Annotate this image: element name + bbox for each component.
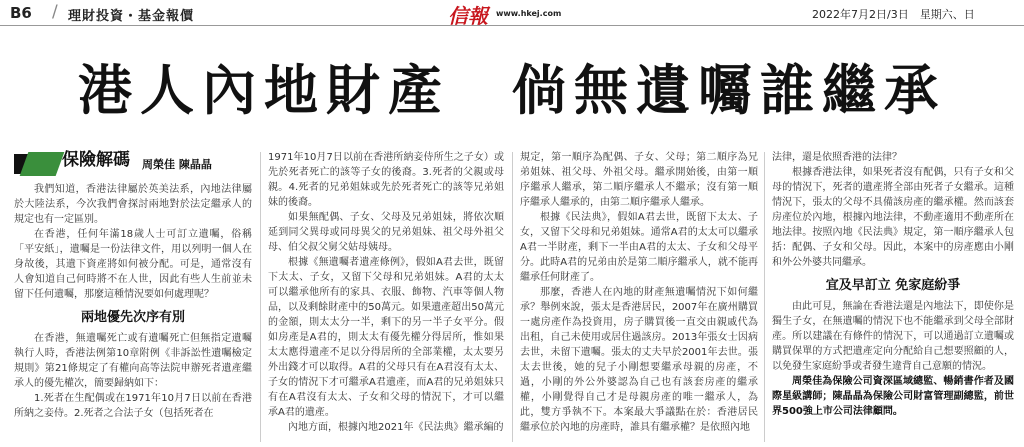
article-column-2: [268, 150, 504, 435]
subheading: 兩地優先次序有別: [80, 310, 185, 325]
paragraph: 在香港，無遺囑死亡或有遺囑死亡但無指定遺囑執行人時，香港法例第10章附例《非訴訟性遺囑檢定規則》第21條規定了有權向高等法院申辦死者遺產繼承人的優先權次，簡要歸納如下：: [14, 333, 252, 389]
header-divider: /: [52, 2, 58, 22]
paragraph: 由此可見，無論在香港法還是內地法下，即使你是獨生子女，在無遺囑的情況下也不能繼承到父母全部財產。所以建議在有條件的情況下，可以通過訂立遺囑或購買保單的方式把遺產定向分配給自己想要照顧的人，以免發生家庭紛爭或者發生違背自己意願的情況。: [772, 301, 1014, 372]
author-bio: 周榮佳為保險公司資深區域總監、暢銷書作者及國際星級講師；陳晶晶為保險公司財富管理副總監，前世界500強上市公司法律顧問。: [772, 376, 1014, 417]
column-divider: [260, 152, 261, 442]
column-divider: [764, 152, 765, 442]
section-title: 理財投資・基金報價: [68, 9, 195, 24]
article-headline: 港人內地財產 倘無遺囑誰繼承: [78, 58, 946, 122]
article-authors: 周榮佳 陳晶晶: [142, 158, 212, 171]
article-column-3: [520, 150, 758, 435]
newspaper-url[interactable]: www.hkej.com: [496, 9, 562, 18]
paragraph: 根據《無遺囑者遺產條例》，假如A君去世，既留下太太、子女，又留下父母和兄弟姐妹。A君的太太可以繼承他所有的家具、衣服、飾物、汽車等個人物品，以及剩餘財產中的50萬元。如果遺產超出50萬元的金額，則太太分一半，剩下的另一半子女平分。假如房產是A君的，則太太有優先權分得居所，惟如果太太應得遺產不足以分得居所的全部業權，太太要另外出錢才可以取得。A君的父母只有在A君沒有太太、子女的情況下才可繼承A君遺產，而A君的兄弟姐妹只有在A君沒有太太、子女和父母的情況下，才可以繼承A君的遺產。: [268, 257, 504, 418]
paragraph: 1971年10月7日以前在香港所納妾侍所生之子女）或先於死者死亡的該等子女的後裔。3.死者的父親或母親。4.死者的兄弟姐妹或先於死者死亡的該等兄弟姐妹的後裔。: [268, 152, 504, 208]
paragraph: 我們知道，香港法律屬於英美法系，內地法律屬於大陸法系，今次我們會探討兩地對於法定繼承人的規定也有一定區別。: [14, 184, 252, 225]
page-number: B6: [10, 4, 32, 22]
column-divider: [512, 152, 513, 442]
issue-date: 2022年7月2日/3日 星期六、日: [812, 8, 975, 21]
column-banner: [14, 150, 252, 178]
paragraph: 根據香港法律，如果死者沒有配偶，只有子女和父母的情況下，死者的遺產將全部由死者子女繼承。這種情況下，張太的父母不具備該房產的繼承權。然而該套房產位於內地，根據內地法律，不動產適用不動產所在地法律。按照內地《民法典》規定，第一順序繼承人包括：配偶、子女和父母。因此，本案中的房產應由小剛和外公外婆共同繼承。: [772, 167, 1014, 268]
article-column-1: [14, 150, 252, 421]
paragraph: 法律，還是依照香港的法律？: [772, 152, 902, 163]
paragraph: 1.死者在生配偶或在1971年10月7日以前在香港所納之妾侍。2.死者之合法子女（包括死者在: [14, 393, 252, 419]
newspaper-logo: 信報: [448, 4, 488, 28]
paragraph: 根據《民法典》，假如A君去世，既留下太太、子女，又留下父母和兄弟姐妹。通常A君的太太可以繼承A君一半財產，剩下一半由A君的太太、子女和父母平分。此時A君的兄弟由於是第二順序繼承人，就不能再繼承任何財產了。: [520, 212, 758, 283]
subheading: 宜及早訂立 免家庭紛爭: [825, 278, 961, 293]
paragraph: 如果無配偶、子女、父母及兄弟姐妹，將依次順延到同父異母或同母異父的兄弟姐妹、祖父母外祖父母、伯父叔父舅父姑母姨母。: [268, 212, 504, 253]
page-header: [0, 0, 1024, 26]
paragraph: 那麼，香港人在內地的財產無遺囑情況下如何繼承？舉例來說，張太是香港居民，2007年在廣州購買一處房產作為投資用，房子購買後一直交由親戚代為出租，自己未使用或居住過該房。2013年張女士因病去世，未留下遺囑。張太的丈夫早於2001年去世。張太去世後，她的兒子小剛想要繼承母親的房產，不過，小剛的外公外婆認為自己也有該套房產的繼承權，小剛覺得自己才是母親房產的唯一繼承人，為此，雙方爭執不下。本案最大爭議點在於：香港居民繼承位於內地的房產時，誰具有繼承權？是依照內地: [520, 287, 758, 433]
paragraph: 內地方面，根據內地2021年《民法典》繼承編的: [288, 422, 504, 433]
article-column-4: [772, 150, 1014, 419]
column-name: 保險解碼: [62, 150, 130, 170]
paragraph: 在香港，任何年滿18歲人士可訂立遺囑，俗稱「平安紙」，遺囑是一份法律文件，用以列明一個人在身故後，其遺下資產將如何被分配。可是，通常沒有人會知道自己何時將不在人世，因此有些人生前並未留下任何遺囑，那麼這種情況要如何處理呢？: [14, 229, 252, 300]
paragraph: 規定，第一順序為配偶、子女、父母；第二順序為兄弟姐妹、祖父母、外祖父母。繼承開始後，由第一順序繼承人繼承，第二順序繼承人不繼承；沒有第一順序繼承人繼承的，由第二順序繼承人繼承。: [520, 152, 758, 208]
banner-green-block: [20, 152, 65, 176]
